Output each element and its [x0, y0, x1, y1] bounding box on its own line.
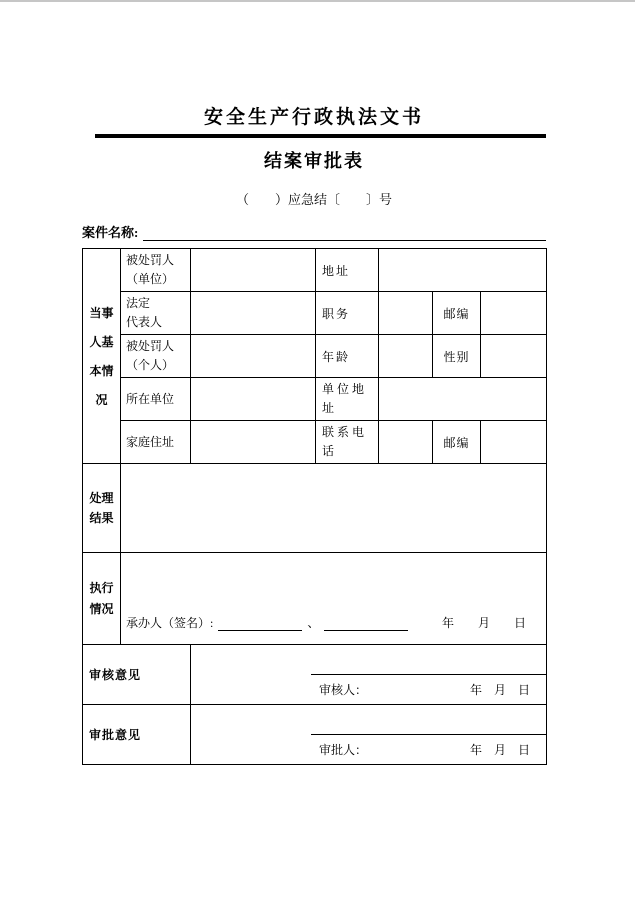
label-penalized-unit [121, 249, 191, 292]
form-table [82, 248, 547, 765]
label-line: 执行 [89, 581, 114, 596]
form-title: 结案审批表 [264, 151, 364, 171]
input-postcode-1[interactable] [481, 292, 547, 335]
input-work-unit[interactable] [191, 378, 316, 421]
label-line: 被处罚人 [126, 253, 175, 268]
input-approval-opinion[interactable] [191, 705, 311, 763]
input-contact-phone[interactable] [379, 421, 433, 464]
label-line: （个人） [126, 358, 175, 372]
label-legal-representative [121, 292, 191, 335]
input-postcode-2[interactable] [481, 421, 547, 464]
input-home-address[interactable] [191, 421, 316, 464]
party-label-line: 本情 [89, 363, 114, 378]
handler-separator: 、 [307, 616, 320, 630]
title-divider [95, 134, 546, 138]
case-name-input-line[interactable] [143, 225, 546, 241]
input-gender[interactable] [481, 335, 547, 378]
label-address: 地址 [316, 249, 379, 292]
party-label-line: 当事 [89, 305, 114, 320]
handler-signature-line-1[interactable] [218, 618, 302, 631]
label-penalized-person [121, 335, 191, 378]
label-line: 代表人 [126, 315, 163, 329]
section-label-party-info [83, 249, 121, 464]
doc-number: （ ）应急结〔 〕号 [235, 192, 392, 207]
section-label-execution [83, 553, 121, 645]
label-line: 情况 [89, 601, 114, 616]
input-work-unit-address[interactable] [379, 378, 547, 421]
input-position[interactable] [379, 292, 433, 335]
input-address[interactable] [379, 249, 547, 292]
label-postcode-2: 邮编 [433, 421, 481, 464]
label-line: 结果 [89, 511, 114, 525]
input-review-opinion[interactable] [191, 645, 311, 703]
input-age[interactable] [379, 335, 433, 378]
execution-content-cell[interactable] [121, 553, 547, 645]
execution-date: 年 月 日 [442, 616, 527, 630]
label-work-unit-address: 单位地址 [316, 378, 379, 421]
approval-date: 年 月 日 [470, 742, 531, 757]
approval-opinion-cell[interactable] [191, 705, 547, 765]
section-label-review: 审核意见 [83, 645, 191, 705]
case-name-row [82, 222, 546, 241]
input-processing-result[interactable] [121, 464, 547, 553]
label-line: 被处罚人 [126, 339, 175, 354]
label-line: 法定 [126, 296, 151, 311]
label-line: 处理 [89, 490, 114, 505]
input-legal-representative[interactable] [191, 292, 316, 335]
approver-label: 审批人： [319, 742, 368, 757]
label-gender: 性别 [433, 335, 481, 378]
review-opinion-cell[interactable] [191, 645, 547, 705]
label-age: 年龄 [316, 335, 379, 378]
handler-signature-line-2[interactable] [324, 618, 408, 631]
reviewer-label: 审核人： [319, 682, 368, 697]
label-work-unit: 所在单位 [121, 378, 191, 421]
input-penalized-person-name[interactable] [191, 335, 316, 378]
label-contact-phone: 联系电话 [316, 421, 379, 464]
handler-signature-label: 承办人（签名）: [126, 616, 214, 630]
case-name-label: 案件名称: [82, 225, 139, 240]
input-penalized-unit-name[interactable] [191, 249, 316, 292]
party-label-line: 人基 [89, 334, 114, 349]
approval-opinion-extra-area[interactable] [311, 705, 546, 734]
section-label-result [83, 464, 121, 553]
section-label-approval: 审批意见 [83, 705, 191, 765]
label-postcode-1: 邮编 [433, 292, 481, 335]
doc-category-title: 安全生产行政执法文书 [203, 107, 424, 128]
party-label-line: 况 [95, 392, 108, 407]
label-line: （单位） [126, 272, 175, 286]
review-opinion-extra-area[interactable] [311, 645, 546, 674]
review-date: 年 月 日 [470, 682, 531, 697]
label-home-address: 家庭住址 [121, 421, 191, 464]
label-position: 职务 [316, 292, 379, 335]
